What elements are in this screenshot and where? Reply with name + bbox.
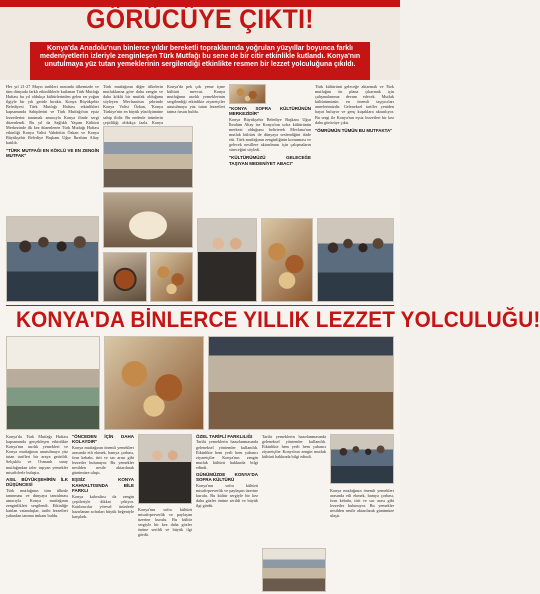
article2-subhead4: ÖZEL TARİFLİ FARKLILIĞI xyxy=(196,434,253,439)
article2-subhead5: GÜNÜMÜZDE KONYA'DA SOFRA KÜLTÜRÜ xyxy=(196,471,258,483)
article1-col4 xyxy=(229,106,311,216)
photo-event-tents xyxy=(6,336,100,430)
header-banner xyxy=(0,0,400,80)
article1-quote1: "TÜRK MUTFAĞI EN KÖKLÜ VE EN ZENGİN MUTFAK" xyxy=(6,148,99,159)
photo-audience xyxy=(330,434,394,484)
photo-hall-bottom xyxy=(262,548,326,592)
article2-col3 xyxy=(138,507,192,592)
article2-col6-text: Konya'nın sofra kültürü misafirperverlik ve paylaşım üzerine kurulu. Bu kültür sergiyle bir kez daha gözler önüne serildi ve büyük ilgi gördü. xyxy=(138,507,192,538)
article1-subhead2: "KÜLTÜRÜMÜZÜ GELECEĞE TAŞIYAN MEDENİYET ABACI" xyxy=(229,155,311,166)
article2-col2-text: Türk mutfağının tüm ülkede tanınması ve dünyaya tanıtılması amacıyla Konya mutfağının zenginlikleri sergilendi. Etkinliğe katılan vatandaşlar, tarihi lezzetleri yakından tanıma imkanı buldu. xyxy=(6,487,68,519)
article2-col4-text: Konya kahvaltısı da zengin çeşitleriyle dikkat çekiyor. Katılımcılar yöresel ürünlerle hazırlanan sofraları büyük beğeniyle karşıladı. xyxy=(72,493,134,519)
photo-guests xyxy=(317,218,394,302)
article1-col4-text: Konya Büyükşehir Belediye Başkanı Uğur İbrahim Altay ise Konya'nın sofra kültürünün merkezi olduğunu belirterek Mevlana'nın mutfak kültürü ile dünyaya seslendiğini ifade etti. Türk mutfağının zenginliğinin korunması ve gelecek nesillere aktarılması için çalışmaların süreceğini söyledi. xyxy=(229,116,311,153)
article1-col3-extra: Konya'da pek çok yeme içme kültürü mevcut. Konya mutfağının asırlık yemeklerinin sergilendiği etkinlikte ziyaretçiler unutulmaya yüz tutan lezzetleri tatma fırsatı buldu. xyxy=(167,84,225,115)
main-headline: GÖRÜCÜYE ÇIKTI! xyxy=(86,4,314,34)
article2-col6-text-b: Konya'nın sofra kültürü misafirperverlik ve paylaşım üzerine kurulu. Bu kültür sergiyle bir kez daha gözler önüne serildi ve büyük ilgi gördü. xyxy=(196,482,258,509)
article2-col5-text-b: Tarihi yemeklerin hazırlanmasında geleneksel yöntemler kullanıldı. Etkinlikte hem yerli hem yabancı ziyaretçiler Konya'nın zengin mutfak kültürü hakkında bilgi edindi. xyxy=(262,434,326,460)
photo-dish-tray xyxy=(150,252,193,302)
article1-col5 xyxy=(315,84,394,214)
article2-col1-text: Konya'da Türk Mutfağı Haftası kapsamında gerçekleşen etkinlikte Konya'nın asırlık yemekleri ve Konya mutfağının unutulmaya yüz tutan tarifleri bir araya getirildi. Selçuklu ve Osmanlı saray mutfağından izler taşıyan yemekler misafirlerle buluştu. xyxy=(6,434,68,475)
photo-visitors xyxy=(197,218,257,302)
article1-col5-text: Türk kültürünü geleceğe aktarmak ve Türk mutfağını ön plana çıkarmak için çalışmalarımız devam edecek. Mutfak kültürümüzün en önemli taşıyıcıları annelerimizdir. Geleneksel tarifler yeniden hayat buluyor ve genç kuşaklara aktarılıyor. Bu sergi ile Konya'nın eşsiz lezzetleri bir kez daha görücüye çıktı. xyxy=(315,84,394,125)
article1-quote2: "ÖMRÜMÜN TÜMÜN BU MUTFAKTA" xyxy=(315,127,393,133)
photo-table-display xyxy=(103,192,193,248)
deck-text: Konya'da Anadolu'nun binlerce yıldır bereketli topraklarında yoğrulan yüzyıllar boyunca farklı medeniyetlerin izleriyle zenginleşen Türk Mutfağı bu sene de bir citir etkinlikle kutlandı. Konya'nın unutulmaya yüz tutan yemeklerinin sergilendiği etkinlikte resmen bir lezzet yolculuğuna çıkıldı. xyxy=(39,45,361,68)
article2-col4 xyxy=(196,434,258,592)
article2-subhead1: ASIL BÜYÜKŞEHİRİN İLK DÜŞÜNCESİ xyxy=(6,476,68,488)
article1-subhead1: "KONYA SOFRA KÜLTÜRÜNÜN MERKEZİDİR" xyxy=(229,106,311,117)
article2-col5-text: Tarihi yemeklerin hazırlanmasında geleneksel yöntemler kullanıldı. Etkinlikte hem yerli hem yabancı ziyaretçiler Konya'nın zengin mutfak kültürü hakkında bilgi edindi. xyxy=(196,439,258,470)
article2-subhead3: EŞSİZ KONYA KAHVALTISINDA BİLE FARKLI xyxy=(72,477,134,494)
article2-col1 xyxy=(6,434,68,592)
article2-col2 xyxy=(72,434,134,592)
photo-cooking-pot xyxy=(103,252,147,302)
photo-chef xyxy=(138,434,192,504)
section-divider xyxy=(6,305,394,306)
article2-col6 xyxy=(330,488,394,592)
photo-stage-crowd xyxy=(208,336,394,430)
photo-food-plates xyxy=(229,84,266,104)
article1-col1-text: Her yıl 21-27 Mayıs tarihleri arasında ülkemizde ve tüm dünyada farklı etkinliklerle kutlanan Türk Mutfağı Haftası bu yıl oldukça kültürlerinden gelen en yoğun ilgiyle bir yılı geride bıraktı. Konya Büyükşehir Belediyesi Türk Mutfağı Haftası etkinlikleri kapsamında Sahiplerini ve Türk Mutfağı'nın eşsiz lezzetlerini tanıtmak amacıyla Konya ilinde sergi düzenlendi. Bu yıl da Sağlıklı Yaşam Kültürü Merkezinde ilk kez düzenlenen Türk Mutfağı Haftası etkinliği Konya Valisi Vahdettin Özkan ve Konya Büyükşehir Belediye Başkanı Uğur İbrahim Altay katıldı. xyxy=(6,84,99,146)
deck-box xyxy=(30,42,370,80)
second-headline: KONYA'DA BİNLERCE YILLIK LEZZET YOLCULUĞU! xyxy=(16,307,540,332)
article2-subhead2: "ÖNCEDEN İÇİN DAHA KOLAYDIR" xyxy=(72,434,134,445)
photo-food-spread xyxy=(104,336,204,430)
photo-exhibition-hall xyxy=(103,126,193,188)
photo-officials-group xyxy=(6,216,99,302)
article2-col5 xyxy=(262,434,326,544)
article2-col3-text-b: Konya mutfağının önemli yemekleri arasında etli ekmek, bamya çorbası, fırın kebabı, tirit ve sac arası gibi lezzetler bulunuyor. Bu yemekler nesilden nesile aktarılarak günümüze ulaştı. xyxy=(330,488,394,519)
article2-col3-text: Konya mutfağının önemli yemekleri arasında etli ekmek, bamya çorbası, fırın kebabı, tirit ve sac arası gibi lezzetler bulunuyor. Bu yemekler nesilden nesile aktarılarak günümüze ulaştı. xyxy=(72,444,134,476)
article1-col2-text: Türk mutfağının diğer ülkelerin mutfaklarına göre daha zengin ve daha köklü bir mutfak olduğunu söyleyen Mevlana'nın şehrinde Konya Valisi Özkan, 'Konya Türkiye'nin en büyük yüzölçümüne sahip ilidir. Bu nedenle ürünlerin çeşitliliği oldukça fazla. Konya xyxy=(103,84,163,125)
article1-col1 xyxy=(6,84,99,214)
photo-traditional-food xyxy=(261,218,313,302)
